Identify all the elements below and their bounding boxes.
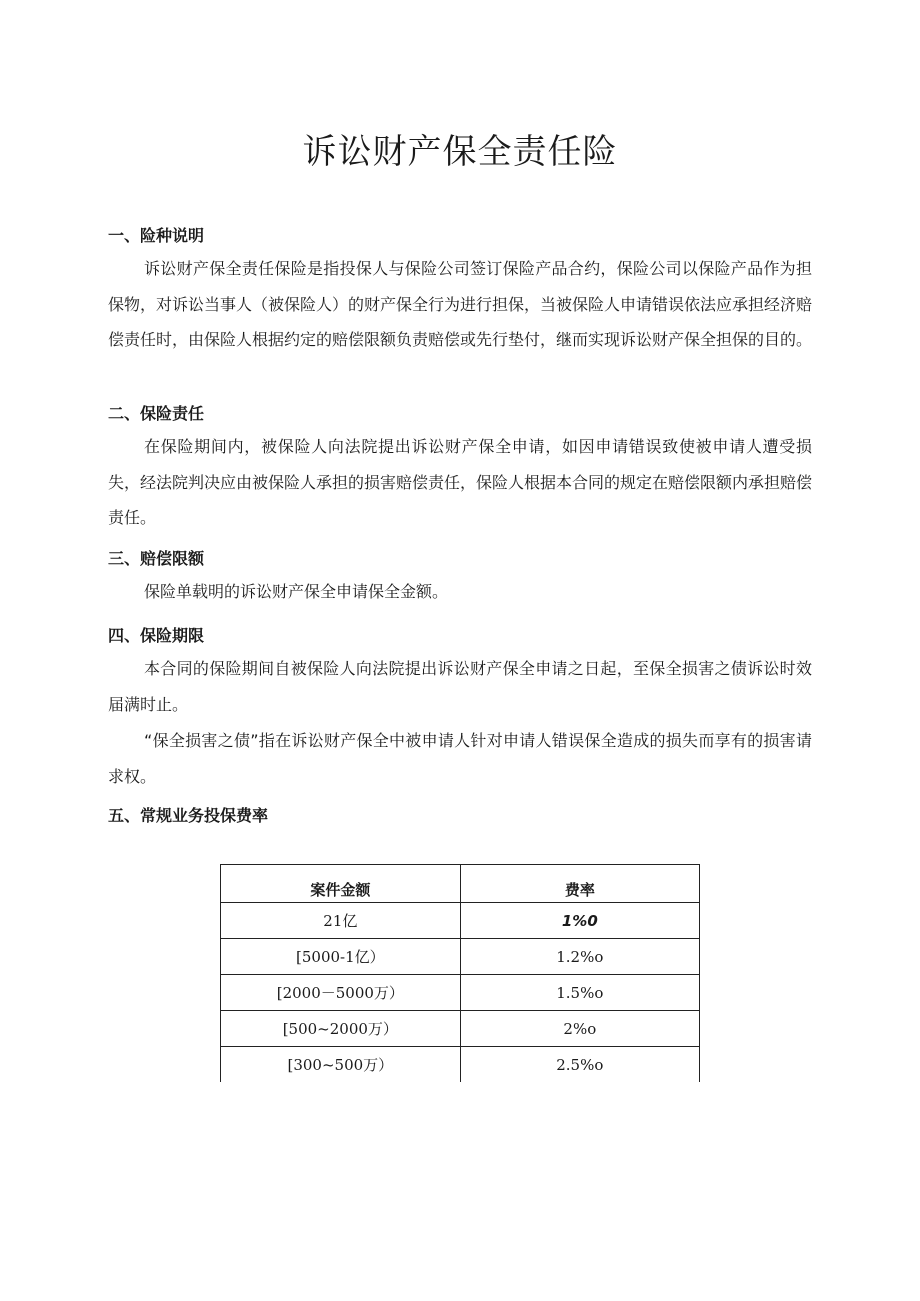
table-row [221,1047,700,1083]
premium-rate-table [220,864,700,1082]
case-amount-cell: [500~2000万） [221,1011,461,1047]
section-paragraph-damage-claim-definition: “保全损害之债”指在诉讼财产保全中被申请人针对申请人错误保全造成的损失而享有的损害请求权。 [108,731,812,786]
case-amount-cell: [5000-1亿） [221,939,461,975]
case-amount-cell: 21亿 [221,903,461,939]
section-paragraph-coverage-description: 诉讼财产保全责任保险是指投保人与保险公司签订保险产品合约，保险公司以保险产品作为担保物，对诉讼当事人（被保险人）的财产保全行为进行担保，当被保险人申请错误依法应承担经济赔偿责任时，由保险人根据约定的赔偿限额负责赔偿或先行垫付，继而实现诉讼财产保全担保的目的。 [108,259,813,349]
section-paragraph-insurance-liability: 在保险期间内，被保险人向法院提出诉讼财产保全申请，如因申请错误致使被申请人遭受损失，经法院判决应由被保险人承担的损害赔偿责任，保险人根据本合同的规定在赔偿限额内承担赔偿责任。 [108,437,813,527]
column-header-rate: 费率 [460,865,699,903]
section-paragraph-insurance-period: 本合同的保险期间自被保险人向法院提出诉讼财产保全申请之日起，至保全损害之债诉讼时效届满时止。 [108,659,812,714]
section-heading-compensation-limit: 三、赔偿限额 [108,549,205,568]
column-header-case-amount: 案件金额 [221,865,461,903]
section-heading-insurance-period: 四、保险期限 [108,626,205,645]
table-header-row [221,865,700,903]
section-heading-insurance-liability: 二、保险责任 [108,404,205,423]
section-heading-premium-rates: 五、常规业务投保费率 [108,806,269,825]
rate-cell: 2%o [460,1011,699,1047]
table-row [221,903,700,939]
case-amount-cell: [300~500万） [221,1047,461,1083]
page-title: 诉讼财产保全责任险 [302,132,618,172]
rate-cell: 1%0 [460,903,699,939]
table-row [221,975,700,1011]
case-amount-cell: [2000－5000万） [221,975,461,1011]
rate-cell: 1.5%o [460,975,699,1011]
section-paragraph-compensation-limit: 保险单载明的诉讼财产保全申请保全金额。 [144,582,449,601]
section-heading-coverage-description: 一、险种说明 [108,226,205,245]
table-row [221,939,700,975]
table-row [221,1011,700,1047]
rate-cell: 2.5%o [460,1047,699,1083]
rate-cell: 1.2%o [460,939,699,975]
